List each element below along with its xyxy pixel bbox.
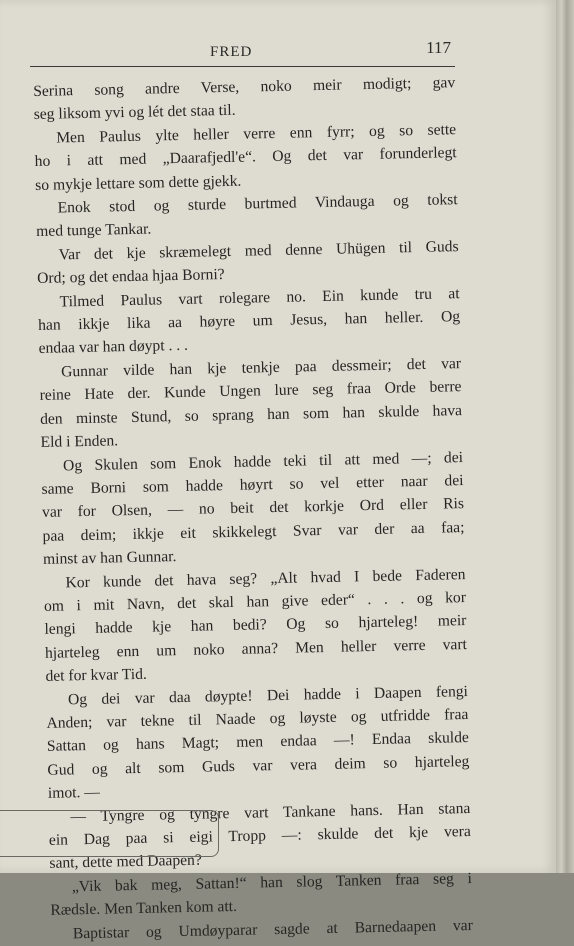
text-line: det for kvar Tid. [45, 665, 148, 686]
text-line: ein Dag paa si eigi Tropp —: skulde det kje vera [48, 822, 472, 849]
text-line: Serina song andre Verse, noko meir modigt; gav [33, 74, 456, 100]
text-line: Enok stod og sturde burtmed Vindauga og tokst [57, 191, 458, 217]
text-line: med tunge Tankar. [36, 220, 152, 241]
text-line: den minste Stund, so sprang han som han skulde hava [39, 401, 463, 428]
text-line: Men Paulus ylte heller verre enn fyrr; og so sette [56, 120, 457, 147]
text-line: „Vik bak meg, Sattan!“ han slog Tanken fraa seg i [71, 869, 472, 896]
text-line: sant, dette med Daapen? [49, 852, 202, 873]
text-line: Tilmed Paulus vart rolegare no. Ein kunde tru at [59, 284, 460, 311]
text-line: same Borni som hadde høyrt so vel etter naar dei [41, 471, 464, 498]
text-line: seg liksom yvi og lét det staa til. [33, 102, 236, 124]
text-line: Gud og alt som Guds var vera deim so hjarteleg [47, 752, 470, 779]
text-line: Var det kje skræmelegt med denne Uhügen til Guds [58, 237, 459, 264]
text-line: Baptistar og Umdøyparar sagde at Barnedaapen var [72, 916, 473, 942]
text-line: Kor kunde det hava seg? „Alt hvad I bede Faderen [65, 565, 466, 591]
text-line: imot. — [47, 783, 101, 803]
text-line: Sattan og hans Magt; men endaa —! Endaa skulde [46, 729, 470, 756]
text-line: — Tyngre og tyngre vart Tankane hans. Han stana [70, 799, 471, 825]
text-line: Og dei var daa døypte! Dei hadde i Daapen fengi [67, 682, 469, 708]
text-line: Eld i Enden. [40, 432, 119, 452]
text-line: Rædsle. Men Tanken kom att. [50, 898, 238, 920]
text-line: minst av han Gunnar. [42, 548, 177, 569]
text-line: reine Hate der. Kunde Ungen lure seg fraa Orde berre [39, 378, 462, 405]
text-line: om i mit Navn, det skal han give eder“ . . . og kor [43, 588, 467, 615]
text-line: var for Olsen, — no beit det korkje Ord eller Ris [41, 495, 465, 522]
header-rule [30, 66, 455, 67]
text-line: Ord; og det endaa hjaa Borni? [36, 266, 225, 288]
page-header [30, 36, 455, 68]
text-line: Gunnar vilde han kje tenkje paa dessmeir; det var [60, 354, 462, 381]
page-edge [556, 0, 574, 873]
text-line: so mykje lettare som dette gjekk. [35, 172, 242, 194]
text-line: lengi hadde kje han bedi? Og so hjarteleg! meir [44, 612, 467, 639]
running-head: FRED [210, 44, 253, 60]
text-line: hjarteleg enn um noko anna? Men heller verre vart [44, 635, 468, 662]
text-line: Anden; var tekne til Naade og løyste og utfridde fraa [46, 705, 469, 732]
text-line: Og Skulen som Enok hadde teki til att med —; dei [62, 448, 464, 474]
page-number: 117 [426, 38, 451, 57]
page-tab-outline [0, 810, 219, 857]
text-line: paa deim; ikkje eit skikkelegt Svar var der aa faa; [42, 518, 465, 545]
text-line: endaa var han døypt . . . [38, 337, 189, 358]
text-line: han ikkje lika aa høyre um Jesus, han heller. Og [37, 308, 461, 335]
text-line: ho i att med „Daarafjedl'e“. Og det var forunderlegt [34, 144, 457, 171]
